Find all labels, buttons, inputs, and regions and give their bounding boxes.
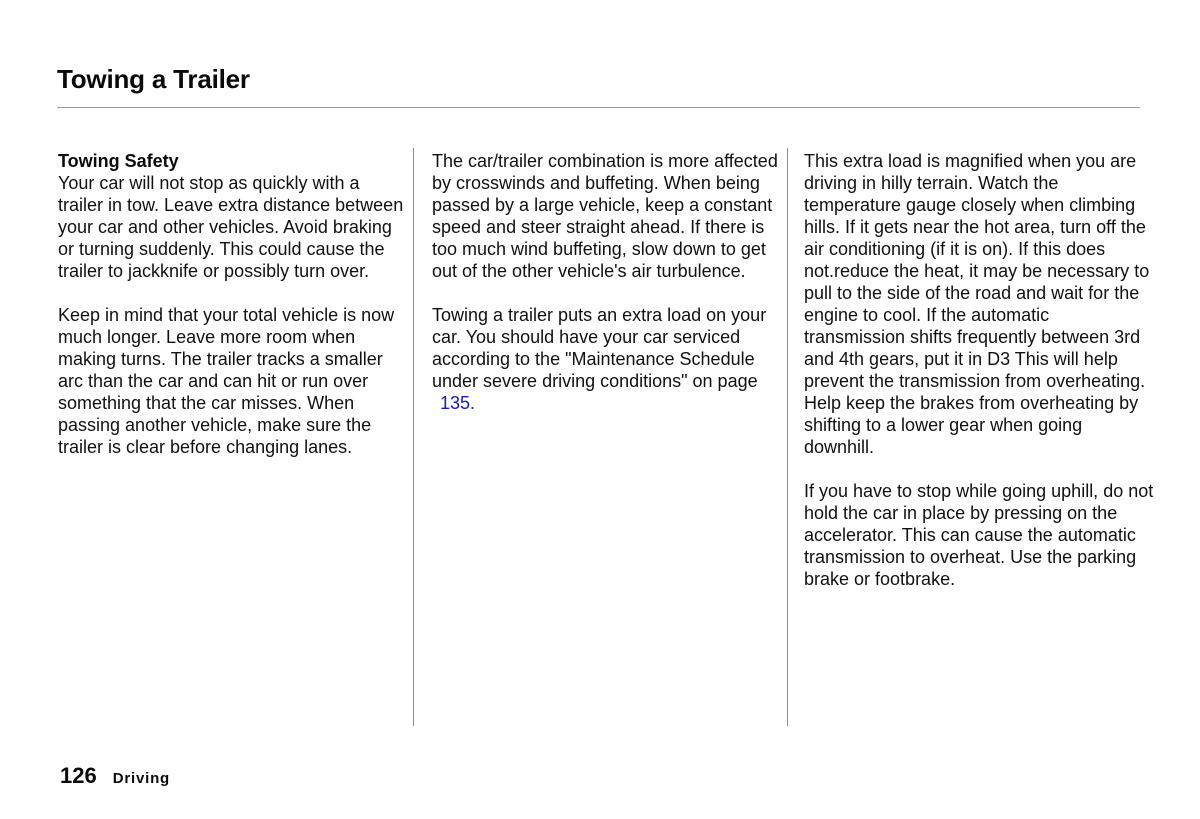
paragraph-crosswinds: The car/trailer combination is more affected by crosswinds and buffeting. When being passed by a large vehicle, keep a constant speed and steer straight ahead. If there is too much wind buffeting, slow down to get out of the other vehicle's air turbulence. [432, 151, 778, 281]
page-title: Towing a Trailer [57, 64, 250, 94]
column-divider-2 [787, 148, 788, 726]
column-left [58, 150, 406, 458]
column-divider-1 [413, 148, 414, 726]
column-right [804, 150, 1154, 590]
paragraph-hilly-terrain: This extra load is magnified when you are driving in hilly terrain. Watch the temperature gauge closely when climbing hills. If it gets near the hot area, turn off the air conditioning (if it is on). If this does not.reduce the heat, it may be necessary to pull to the side of the road and wait for the engine to cool. If the automatic transmission shifts frequently between 3rd and 4th gears, put it in D3 This will help prevent the transmission from overheating. Help keep the brakes from overheating by shifting to a lower gear when going downhill. [804, 151, 1150, 457]
footer-section-name: Driving [112, 770, 170, 787]
page-number: 126 [60, 763, 97, 788]
title-divider [57, 107, 1140, 108]
paragraph-vehicle-length: Keep in mind that your total vehicle is now much longer. Leave more room when making turns. The trailer tracks a smaller arc than the car and can hit or run over something that the car misses. When passing another vehicle, make sure the trailer is clear before changing lanes. [58, 305, 395, 457]
section-heading-towing-safety: Towing Safety [58, 151, 179, 171]
paragraph-extra-load-text: Towing a trailer puts an extra load on your car. You should have your car serviced according to the "Maintenance Schedule under severe driving conditions" on page [432, 305, 767, 391]
page-footer [60, 763, 170, 793]
page-reference-link[interactable]: 135. [440, 393, 476, 413]
column-middle [432, 150, 782, 414]
paragraph-stopping-distance: Your car will not stop as quickly with a trailer in tow. Leave extra distance between your car and other vehicles. Avoid braking or turning suddenly. This could cause the trailer to jackknife or possibly turn over. [58, 173, 404, 281]
paragraph-extra-load [432, 304, 782, 414]
paragraph-stopping-uphill: If you have to stop while going uphill, do not hold the car in place by pressing on the accelerator. This can cause the automatic transmission to overheat. Use the parking brake or footbrake. [804, 481, 1154, 589]
